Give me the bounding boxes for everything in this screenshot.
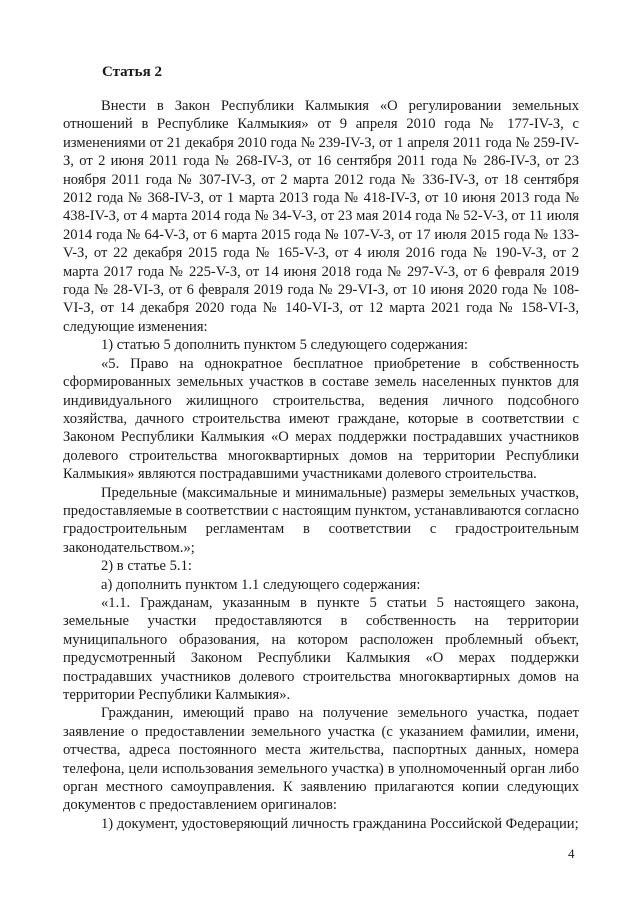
paragraph-item-1: 1) статью 5 дополнить пунктом 5 следующего содержания: (101, 337, 468, 354)
paragraph-application: Гражданин, имеющий право на получение земельного участка, подает заявление о предоставлении земельного участка (с указанием фамилии, имени, отчества, адреса постоянного места жительства, паспортных данных, номера телефона, цели использования земельного участка) в уполномоченный орган либо орган местного самоуправления. К заявлению прилагаются копии следующих документов с предоставлением оригиналов: (63, 705, 579, 814)
article-body (63, 97, 579, 833)
paragraph-subitem-a: а) дополнить пунктом 1.1 следующего содержания: (101, 576, 421, 593)
paragraph-point-5: «5. Право на однократное бесплатное приобретение в собственность сформированных земельных участков в составе земель населенных пунктов для индивидуального жилищного строительства, ведения личного подсобного хозяйства, дачного строительства имеют граждане, которые в соответствии с Законом Республики Калмыкия «О мерах поддержки пострадавших участников долевого строительства многоквартирных домов на территории Республики Калмыкия» являются пострадавшими участниками долевого строительства. (63, 355, 579, 483)
paragraph-item-2: 2) в статье 5.1: (101, 558, 192, 575)
paragraph-plot-sizes: Предельные (максимальные и минимальные) размеры земельных участков, предоставляемые в соответствии с настоящим пунктом, устанавливаются согласно градостроительным регламентам в соответствии с градостроительным законодательством.»; (63, 484, 579, 556)
page-number: 4 (568, 846, 575, 861)
paragraph-point-1-1: «1.1. Гражданам, указанным в пункте 5 статьи 5 настоящего закона, земельные участки предоставляются в собственность на территории муниципального образования, на котором расположен проблемный объект, предусмотренный Законом Республики Калмыкия «О мерах поддержки пострадавших участников долевого строительства многоквартирных домов на территории Республики Калмыкия». (63, 594, 579, 703)
paragraph-intro: Внести в Закон Республики Калмыкия «О регулировании земельных отношений в Республике Калмыкия» от 9 апреля 2010 года № 177-IV-З, с изменениями от 21 декабря 2010 года № 239-IV-З, от 1 апреля 2011 года № 259-IV-З, от 2 июня 2011 года № 268-IV-З, от 16 сентября 2011 года № 286-IV-З, от 23 ноября 2011 года № 307-IV-З, от 2 марта 2012 года № 336-IV-З, от 18 сентября 2012 года № 368-IV-З, от 1 марта 2013 года № 418-IV-З, от 10 июня 2013 года № 438-IV-З, от 4 марта 2014 года № 34-V-З, от 23 мая 2014 года № 52-V-З, от 11 июля 2014 года № 64-V-З, от 6 марта 2015 года № 107-V-З, от 17 июля 2015 года № 133-V-З, от 22 декабря 2015 года № 165-V-З, от 4 июля 2016 года № 190-V-З, от 2 марта 2017 года № 225-V-З, от 14 июня 2018 года № 297-V-З, от 6 февраля 2019 года № 28-VI-З, от 6 февраля 2019 года № 29-VI-З, от 10 июня 2020 года № 108-VI-З, от 14 декабря 2020 года № 140-VI-З, от 12 марта 2021 года № 158-VI-З, следующие изменения: (63, 98, 579, 335)
paragraph-document-1: 1) документ, удостоверяющий личность гражданина Российской Федерации; (101, 815, 579, 832)
article-heading: Статья 2 (102, 64, 162, 80)
